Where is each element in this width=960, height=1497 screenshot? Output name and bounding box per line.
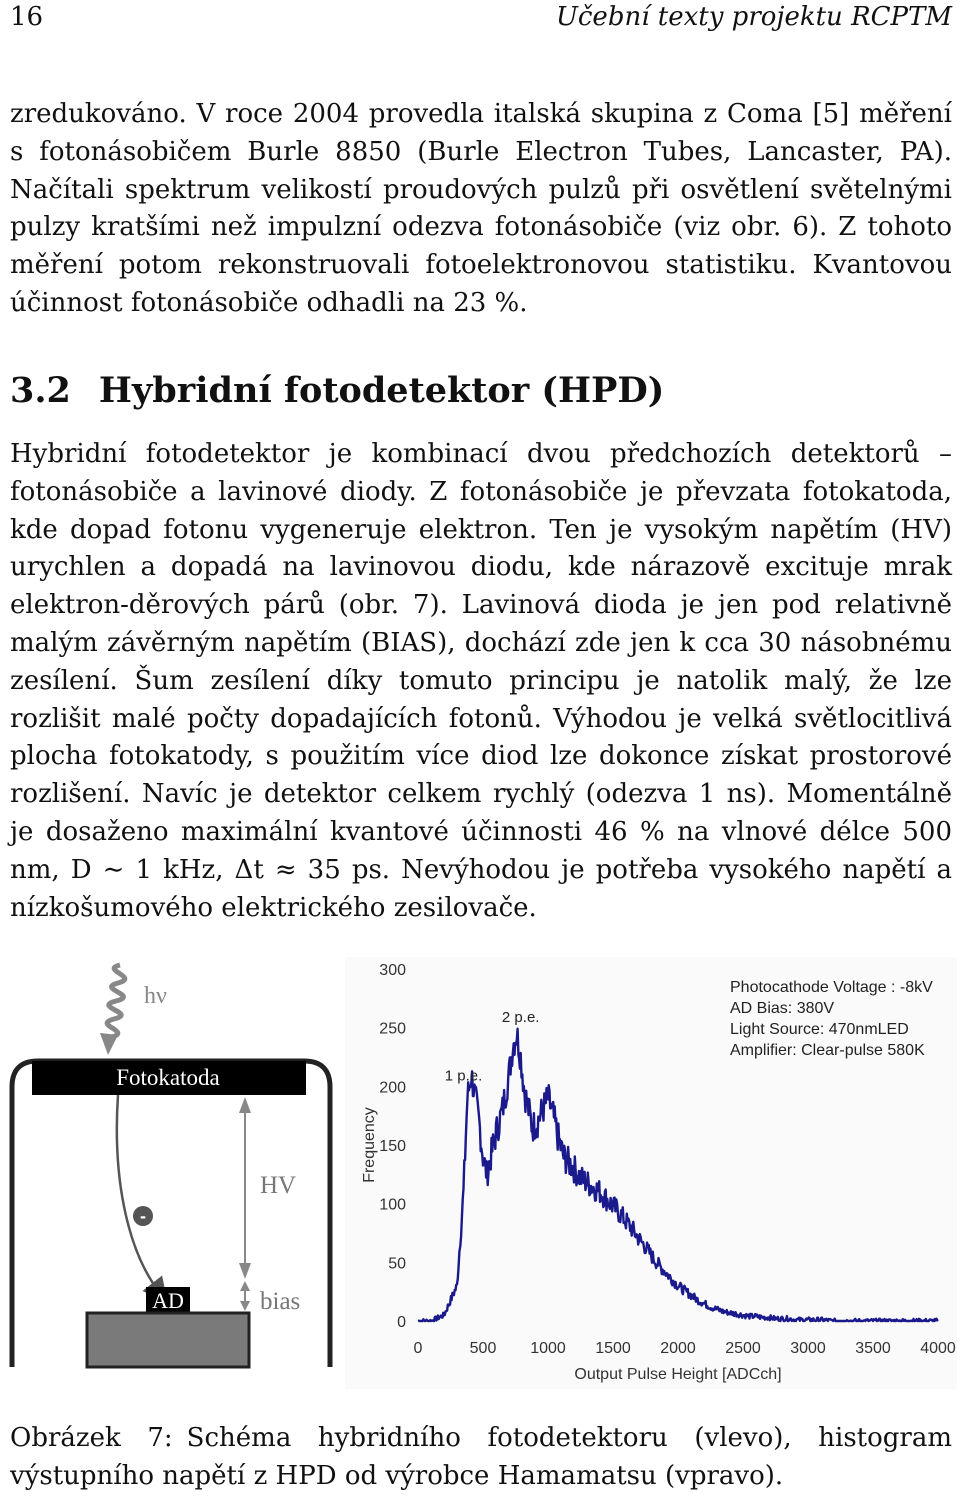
- peak-annotation: 2 p.e.: [501, 1008, 540, 1026]
- x-tick-label: 0: [413, 1340, 423, 1357]
- y-tick-label: 300: [379, 962, 406, 979]
- hpd-schematic: [12, 965, 330, 1367]
- x-tick-label: 4000: [920, 1340, 956, 1357]
- x-tick-label: 3000: [790, 1340, 826, 1357]
- section-number: 3.2: [10, 370, 71, 411]
- x-tick-label: 1000: [530, 1340, 566, 1357]
- photon-label: hν: [144, 983, 167, 1009]
- avalanche-diode: [87, 1313, 249, 1367]
- y-tick-label: 250: [379, 1020, 406, 1038]
- y-axis-label: Frequency: [361, 1107, 378, 1183]
- section-heading: [10, 370, 664, 411]
- x-tick-label: 500: [469, 1340, 497, 1357]
- y-tick-label: 150: [379, 1138, 406, 1155]
- x-tick-label: 2500: [725, 1340, 761, 1357]
- x-tick-label: 1500: [595, 1340, 631, 1357]
- caption-text: Schéma hybridního fotodetektoru (vlevo), histogram výstupního napětí z HPD od výrobce Hamamatsu (vpravo).: [10, 1423, 953, 1491]
- y-tick-label: 200: [379, 1079, 406, 1097]
- hv-label: HV: [260, 1172, 297, 1199]
- bias-label: bias: [260, 1288, 301, 1315]
- section-title: Hybridní fotodetektor (HPD): [98, 370, 665, 411]
- photocathode-label: Fotokatoda: [116, 1065, 220, 1090]
- ad-label: AD: [152, 1288, 184, 1313]
- electron-trajectory: [117, 1095, 160, 1293]
- paragraph-intro: zredukováno. V roce 2004 provedla italská skupina z Coma [5] měření s fotonásobičem Burle 8850 (Burle Electron Tubes, Lancaster, PA). Načítali spektrum velikostí proudových pulzů při osvětlení světelnými pulzy kratšími než impulzní odezva fotonásobiče (viz obr. 6). Z tohoto měření potom rekonstruovali fotoelektronovou statistiku. Kvantovou účinnost fotonásobiče odhadli na 23 %.: [10, 99, 952, 318]
- peak-annotation: 1 p.e.: [444, 1067, 483, 1085]
- paragraph-hpd: Hybridní fotodetektor je kombinací dvou předchozích detektorů – fotonásobiče a lavinové diody. Z fotonásobiče je převzata fotokatoda, kde dopad fotonu vygeneruje elektron. Ten je vysokým napětím (HV) urychlen a dopadá na lavinovou diodu, kde nárazově excituje mrak elektron-děrových párů (obr. 7). Lavinová dioda je jen pod relativně malým závěrným napětím (BIAS), dochází zde jen k cca 30 násobnému zesílení. Šum zesílení díky tomuto principu je natolik malý, že lze rozlišit malé počty dopadajících fotonů. Výhodou je velká světlocitlivá plocha fotokatody, s použitím více diod lze dokonce získat prostorové rozlišení. Navíc je detektor celkem rychlý (odezva 1 ns). Momentálně je dosaženo maximální kvantové účinnosti 46 % na vlnové délce 500 nm, D ∼ 1 kHz, Δt ≈ 35 ps. Nevýhodou je potřeba vysokého napětí a nízkošumového elektrického zesilovače.: [10, 439, 952, 923]
- y-tick-label: 50: [388, 1255, 406, 1273]
- figure-svg: [0, 955, 960, 1395]
- info-line-3: Light Source: 470nmLED: [730, 1021, 909, 1038]
- info-line-2: AD Bias: 380V: [730, 1000, 835, 1017]
- info-line-4: Amplifier: Clear-pulse 580K: [730, 1042, 925, 1059]
- x-tick-label: 3500: [855, 1340, 891, 1357]
- y-tick-label: 0: [397, 1314, 406, 1331]
- y-tick-label: 100: [379, 1196, 406, 1214]
- caption-label: Obrázek 7:: [10, 1423, 173, 1453]
- page-header: [0, 0, 960, 36]
- x-axis-label: Output Pulse Height [ADCch]: [574, 1366, 782, 1383]
- x-tick-label: 2000: [660, 1340, 696, 1357]
- running-title: Učební texty projektu RCPTM: [555, 2, 952, 32]
- electron-symbol: -: [140, 1206, 146, 1226]
- page-number: 16: [10, 2, 44, 32]
- info-line-1: Photocathode Voltage : -8kV: [730, 979, 933, 996]
- figure-caption: [10, 1420, 952, 1496]
- histogram-chart: [345, 957, 957, 1389]
- figure-7: [0, 955, 960, 1395]
